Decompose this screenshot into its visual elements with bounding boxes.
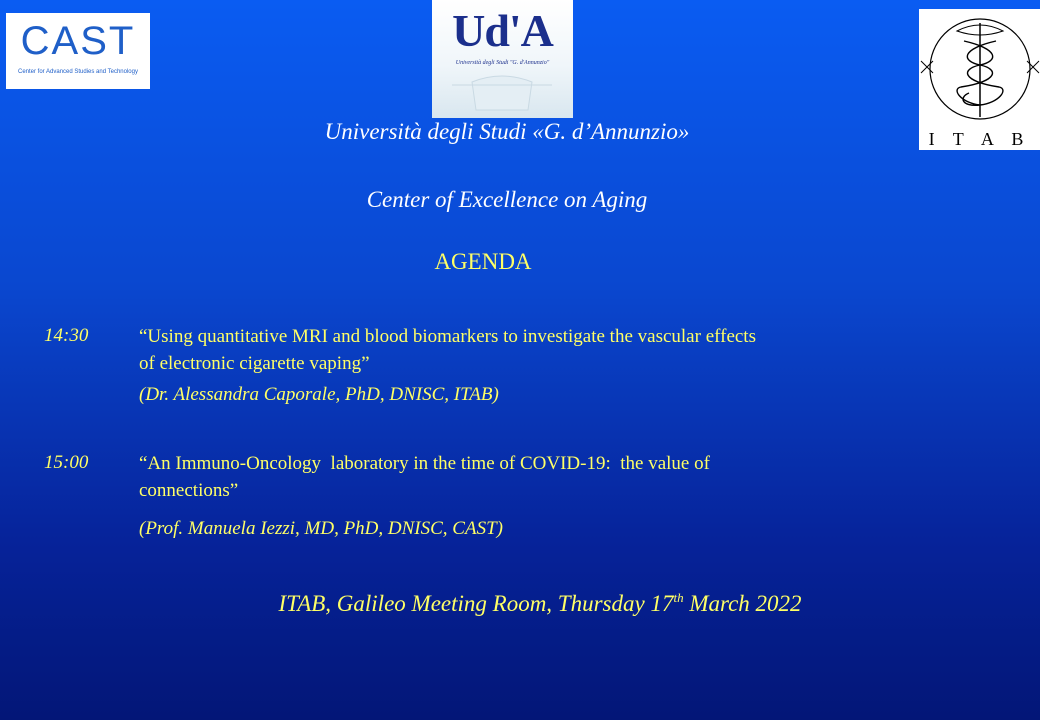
agenda-item-title-line: “Using quantitative MRI and blood biomarkers to investigate the vascular effects <box>139 326 756 347</box>
uda-building-icon <box>432 0 573 118</box>
agenda-item-title <box>139 323 959 377</box>
agenda-item-title-line: “An Immuno-Oncology laboratory in the time of COVID-19: the value of <box>139 453 710 474</box>
agenda-heading: AGENDA <box>434 249 532 274</box>
footer-superscript: th <box>673 590 684 605</box>
uda-logo-subtitle: Università degli Studi "G. d'Annunzio" <box>455 60 550 66</box>
cast-logo <box>6 13 150 89</box>
cast-logo-subtitle: Center for Advanced Studies and Technology <box>18 69 138 75</box>
agenda-item-title-line: connections” <box>139 480 239 501</box>
footer-text-end: March 2022 <box>683 591 802 616</box>
event-location-date <box>0 591 1040 617</box>
agenda-item-time: 15:00 <box>44 452 89 473</box>
caduceus-icon <box>919 9 1040 127</box>
footer-text: ITAB, Galileo Meeting Room, Thursday 17 <box>278 591 674 616</box>
itab-logo-text: I T A B <box>928 129 1031 149</box>
uda-logo-text: Ud'A <box>452 5 553 56</box>
university-title: Università degli Studi «G. d’Annunzio» <box>324 119 690 144</box>
agenda-item-title-line: of electronic cigarette vaping” <box>139 353 370 374</box>
uda-logo <box>432 0 573 118</box>
center-title: Center of Excellence on Aging <box>366 187 648 212</box>
cast-logo-text: CAST <box>20 19 136 63</box>
agenda-item-time: 14:30 <box>44 325 89 346</box>
agenda-item-title <box>139 450 959 504</box>
agenda-item-speaker: (Dr. Alessandra Caporale, PhD, DNISC, ITAB) <box>139 384 499 405</box>
agenda-item-speaker: (Prof. Manuela Iezzi, MD, PhD, DNISC, CAST) <box>139 518 503 539</box>
